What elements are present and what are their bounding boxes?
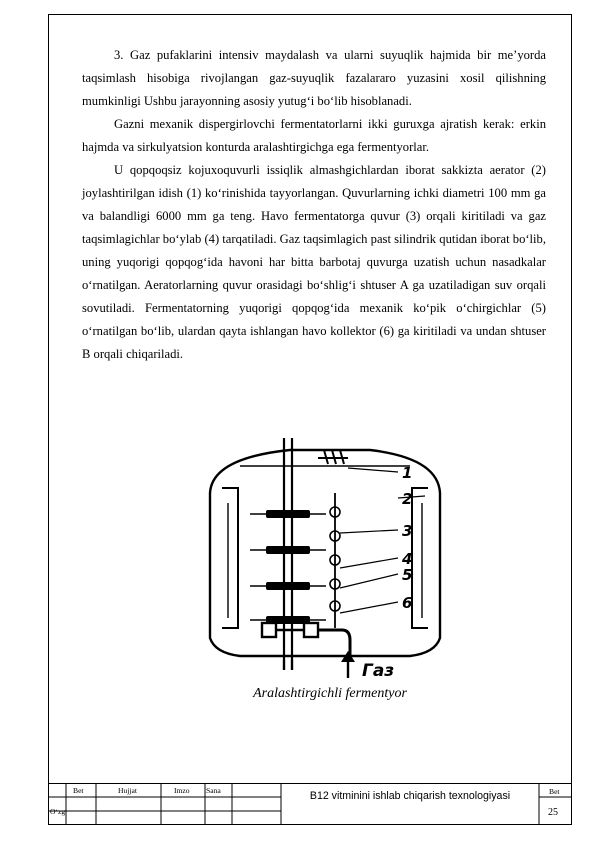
body-text — [82, 44, 546, 366]
page-number: 25 — [548, 807, 558, 818]
paragraph-1: 3. Gaz pufaklarini intensiv maydalash va ularni suyuqlik hajmida bir me’yorda taqsimlash hisobiga rivojlangan gaz-suyuqlik fazalararo yuzasini xosil qilishning mumkinligi Ushbu jarayonning asosiy yutug‘i bo‘lib hisoblanadi. — [82, 48, 546, 108]
bet-label: Bet — [549, 787, 560, 796]
document-title: B12 vitminini ishlab chiqarish texnologiyasi — [309, 790, 511, 802]
label-6: 6 — [402, 594, 413, 612]
fermenter-diagram — [180, 408, 480, 683]
label-4: 4 — [402, 550, 413, 568]
bearing-left — [262, 623, 276, 637]
gas-inlet-pipe — [318, 630, 350, 658]
col-ozg: O‘zg — [50, 807, 66, 816]
impellers — [266, 510, 310, 624]
left-jacket — [222, 488, 238, 628]
col-sana: Sana — [206, 786, 221, 795]
gas-label: Газ — [362, 661, 395, 681]
right-jacket — [412, 488, 428, 628]
figure-caption: Aralashtirgichli fermentyor — [253, 686, 407, 701]
label-1: 1 — [402, 464, 413, 482]
label-5: 5 — [402, 566, 413, 584]
label-2: 2 — [402, 490, 413, 508]
label-3: 3 — [402, 522, 413, 540]
paragraph-2: Gazni mexanik dispergirlovchi fermentatorlarni ikki guruxga ajratish kerak: erkin hajmda va sirkulyatsion konturda aralashtirgichga ega fermentyorlar. — [82, 117, 546, 154]
col-bet: Bet — [73, 786, 84, 795]
col-imzo: Imzo — [174, 786, 190, 795]
title-block — [48, 783, 572, 825]
bearing-right — [304, 623, 318, 637]
paragraph-3: U qopqoqsiz kojuxoquvurli issiqlik almashgichlardan iborat sakkizta aerator (2) joylashtirilgan idish (1) ko‘rinishida tayyorlangan. Quvurlarning ichki diametri 100 mm ga va balandligi 6000 mm ga teng. Havo fermentatorga quvur (3) orqali kiritiladi va gaz taqsimlagichlar bo‘ylab (4) tarqatiladi. Gaz taqsimlagich past silindrik qutidan iborat bo‘lib, uning yuqorigi qopqog‘ida havoni har bitta barbotaj quvurga uzatish uchun nasadkalar o‘rnatilgan. Aeratorlarning quvur orasidagi bo‘shlig‘i shtuser A ga uzatiladigan suv orqali sovutiladi. Fermentatorning yuqorigi qopqog‘ida mexanik ko‘pik o‘chirgichlar (5) o‘rnatilgan bo‘lib, ulardan qayta ishlangan havo kollektor (6) ga kiritiladi va undan shtuser B orqali chiqariladi. — [82, 163, 546, 361]
col-hujjat: Hujjat — [118, 786, 137, 795]
